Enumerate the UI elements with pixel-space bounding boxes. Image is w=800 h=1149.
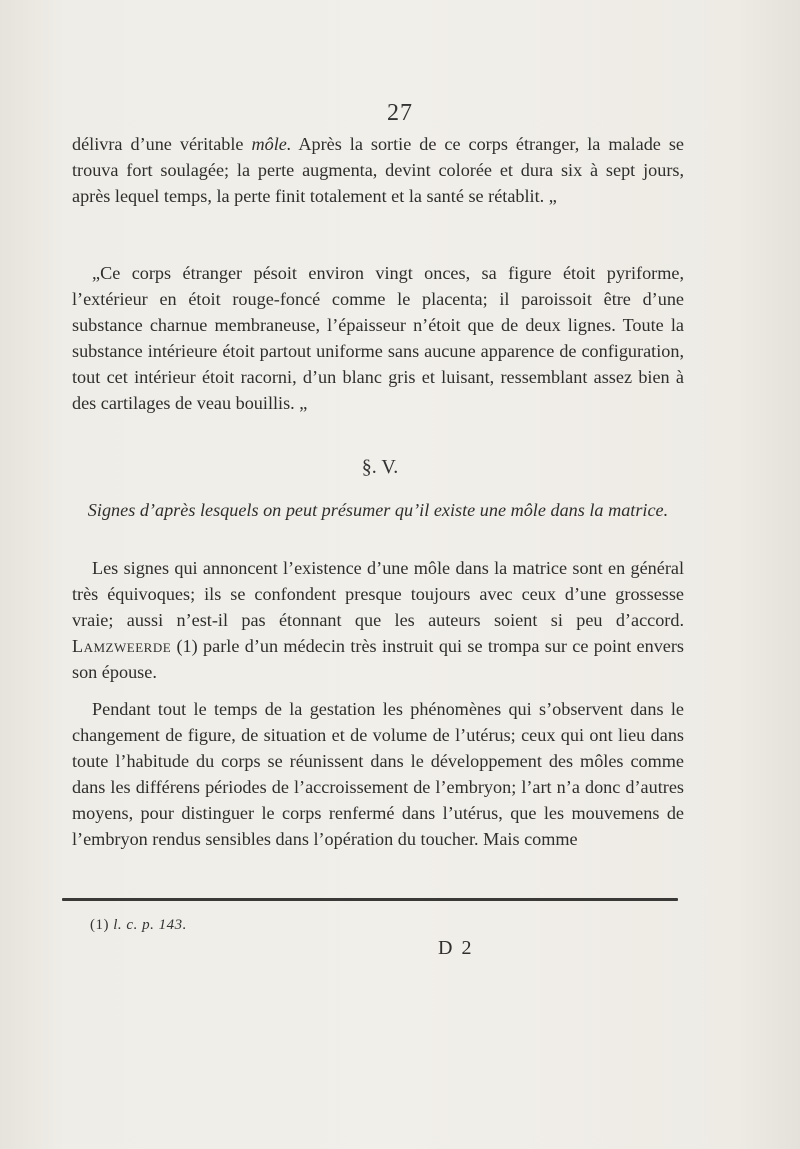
paragraph-1-start: délivra d’une véritable [72,134,252,154]
paragraph-continuation [72,132,684,210]
author-name: Lamzweerde [72,635,172,656]
section-number: §. V. [361,456,399,478]
paragraph-1-end: Après la sortie de ce corps étranger, la malade se trouva fort soulagée; la perte augmenta, devint colorée et dura six à sept jours, après lequel temps, la perte finit totalement et la santé se rétablit. „ [72,134,684,206]
italic-word-mole: môle. [251,134,292,154]
footnote-reference: l. c. p. 143. [113,917,187,933]
paragraph-gestation: Pendant tout le temps de la gestation les phénomènes qui s’observent dans le changement de figure, de situation et de volume de l’utérus; ceux qui ont lieu dans toute l’habitude du corps se réunissent dans le développement des môles comme dans les différens périodes de l’accroissement de l’embryon; l’art n’a donc d’autres moyens, pour distinguer le corps renfermé dans l’utérus, que les mouvemens de l’embryon rendus sensibles dans l’opération du toucher. Mais comme [72,699,684,849]
footnote [90,917,187,934]
section-heading: Signes d’après lesquels on peut présumer qu’il existe une môle dans la matrice. [87,500,669,520]
footnote-divider [62,898,678,901]
paragraph-3-start: Les signes qui annoncent l’existence d’une môle dans la matrice sont en général très équivoques; ils se confondent presque toujours avec ceux d’une grossesse vraie; aussi n’est-il pas étonnant que les auteurs soient si peu d’accord. [72,558,684,630]
paragraph-quote-description: „Ce corps étranger pésoit environ vingt onces, sa figure étoit pyriforme, l’extérieur en étoit rouge-foncé comme le placenta; il paroissoit être d’une substance charnue membraneuse, l’épaisseur n’étoit que de deux lignes. Toute la substance intérieure étoit partout uniforme sans aucune apparence de configuration, tout cet intérieur étoit racorni, d’un blanc gris et luisant, ressemblant assez bien à des cartilages de veau bouillis. „ [72,263,684,413]
paragraph-signs [72,556,684,686]
page-number: 27 [387,100,413,126]
paragraph-3-end: (1) parle d’un médecin très instruit qui se trompa sur ce point envers son épouse. [72,635,684,682]
footnote-marker: (1) [90,917,109,933]
signature-mark: D 2 [438,937,474,959]
